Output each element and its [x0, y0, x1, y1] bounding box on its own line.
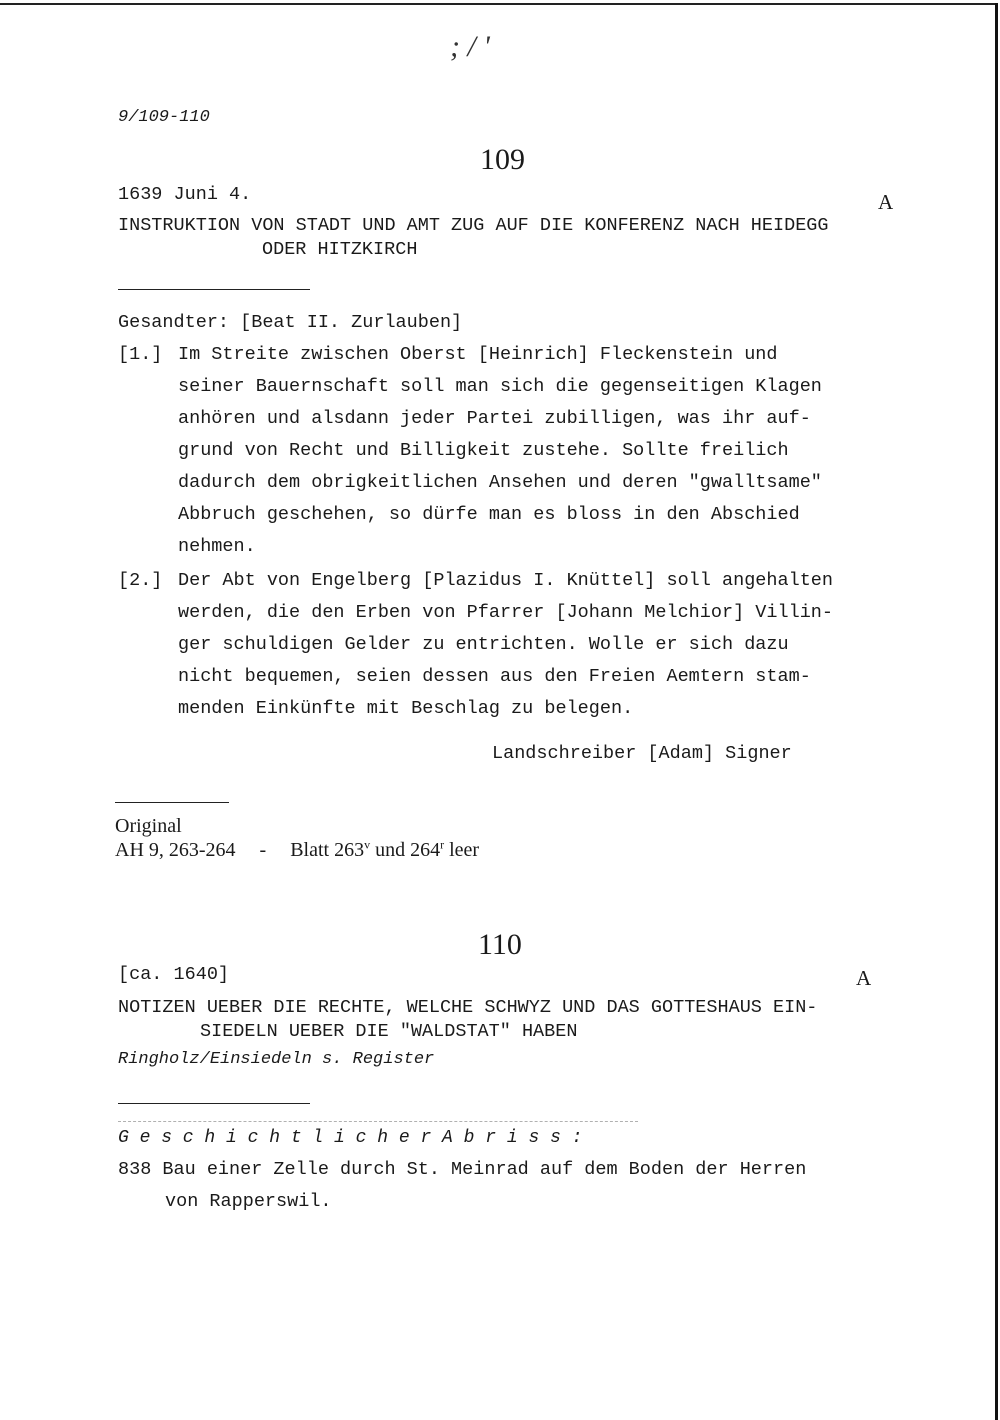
document-number-109: 109 — [480, 143, 525, 176]
document-date-109: 1639 Juni 4. — [118, 184, 252, 205]
document-date-110: [ca. 1640] — [118, 964, 230, 985]
item-1-text: dadurch dem obrigkeitlichen Ansehen und deren "gwalltsame" — [178, 472, 822, 493]
source-superscript-recto: r — [440, 837, 445, 852]
source-dash: - — [259, 839, 267, 861]
item-2-text: werden, die den Erben von Pfarrer [Johann Melchior] Villin- — [178, 602, 834, 623]
item-1-text: seiner Bauernschaft soll man sich die gegenseitigen Klagen — [178, 376, 822, 397]
source-line — [115, 839, 479, 862]
faint-dashed-rule — [118, 1121, 638, 1122]
item-2-text: menden Einkünfte mit Beschlag zu belegen. — [178, 698, 634, 719]
item-2-text: nicht bequemen, seien dessen aus den Freien Aemtern stam- — [178, 666, 811, 687]
literature-reference: Ringholz/Einsiedeln s. Register — [118, 1050, 435, 1069]
page-border-right — [995, 3, 998, 1420]
section-heading: G e s c h i c h t l i c h e r A b r i s s : — [118, 1128, 583, 1148]
document-title-109-line1: INSTRUKTION VON STADT UND AMT ZUG AUF DIE KONFERENZ NACH HEIDEGG — [118, 215, 829, 236]
chronicle-entry-line2: von Rapperswil. — [165, 1191, 332, 1212]
item-2-label: [2.] — [118, 570, 163, 591]
document-marker-109: A — [878, 190, 894, 214]
item-2-text: ger schuldigen Gelder zu entrichten. Wolle er sich dazu — [178, 634, 789, 655]
item-1-text: nehmen. — [178, 536, 256, 557]
page-border-top — [0, 3, 996, 5]
source-und: und 264 — [375, 839, 441, 861]
source-reference: AH 9, 263-264 — [115, 839, 236, 861]
document-number-110: 110 — [478, 928, 522, 961]
source-blatt: Blatt 263 — [290, 839, 365, 861]
document-marker-110: A — [856, 966, 872, 990]
separator-rule — [118, 289, 310, 290]
document-title-109-line2: ODER HITZKIRCH — [262, 239, 418, 260]
document-title-110-line1: NOTIZEN UEBER DIE RECHTE, WELCHE SCHWYZ UND DAS GOTTESHAUS EIN- — [118, 997, 818, 1018]
source-leer: leer — [449, 839, 480, 861]
separator-rule — [118, 1103, 310, 1104]
item-1-text: Im Streite zwischen Oberst [Heinrich] Fleckenstein und — [178, 344, 778, 365]
document-title-110-line2: SIEDELN UEBER DIE "WALDSTAT" HABEN — [200, 1021, 578, 1042]
chronicle-entry-line1: 838 Bau einer Zelle durch St. Meinrad auf dem Boden der Herren — [118, 1159, 807, 1180]
item-1-text: anhören und alsdann jeder Partei zubilligen, was ihr auf- — [178, 408, 811, 429]
item-1-text: grund von Recht und Billigkeit zustehe. Sollte freilich — [178, 440, 789, 461]
reference-code: 9/109-110 — [118, 108, 210, 127]
envoy-line: Gesandter: [Beat II. Zurlauben] — [118, 312, 463, 333]
handwritten-mark: ; / ' — [450, 30, 490, 63]
signature-line: Landschreiber [Adam] Signer — [492, 743, 792, 764]
separator-rule — [115, 802, 229, 803]
item-1-label: [1.] — [118, 344, 163, 365]
item-1-text: Abbruch geschehen, so dürfe man es bloss in den Abschied — [178, 504, 800, 525]
source-superscript-verso: v — [364, 837, 371, 852]
source-label: Original — [115, 815, 182, 837]
item-2-text: Der Abt von Engelberg [Plazidus I. Knüttel] soll angehalten — [178, 570, 834, 591]
